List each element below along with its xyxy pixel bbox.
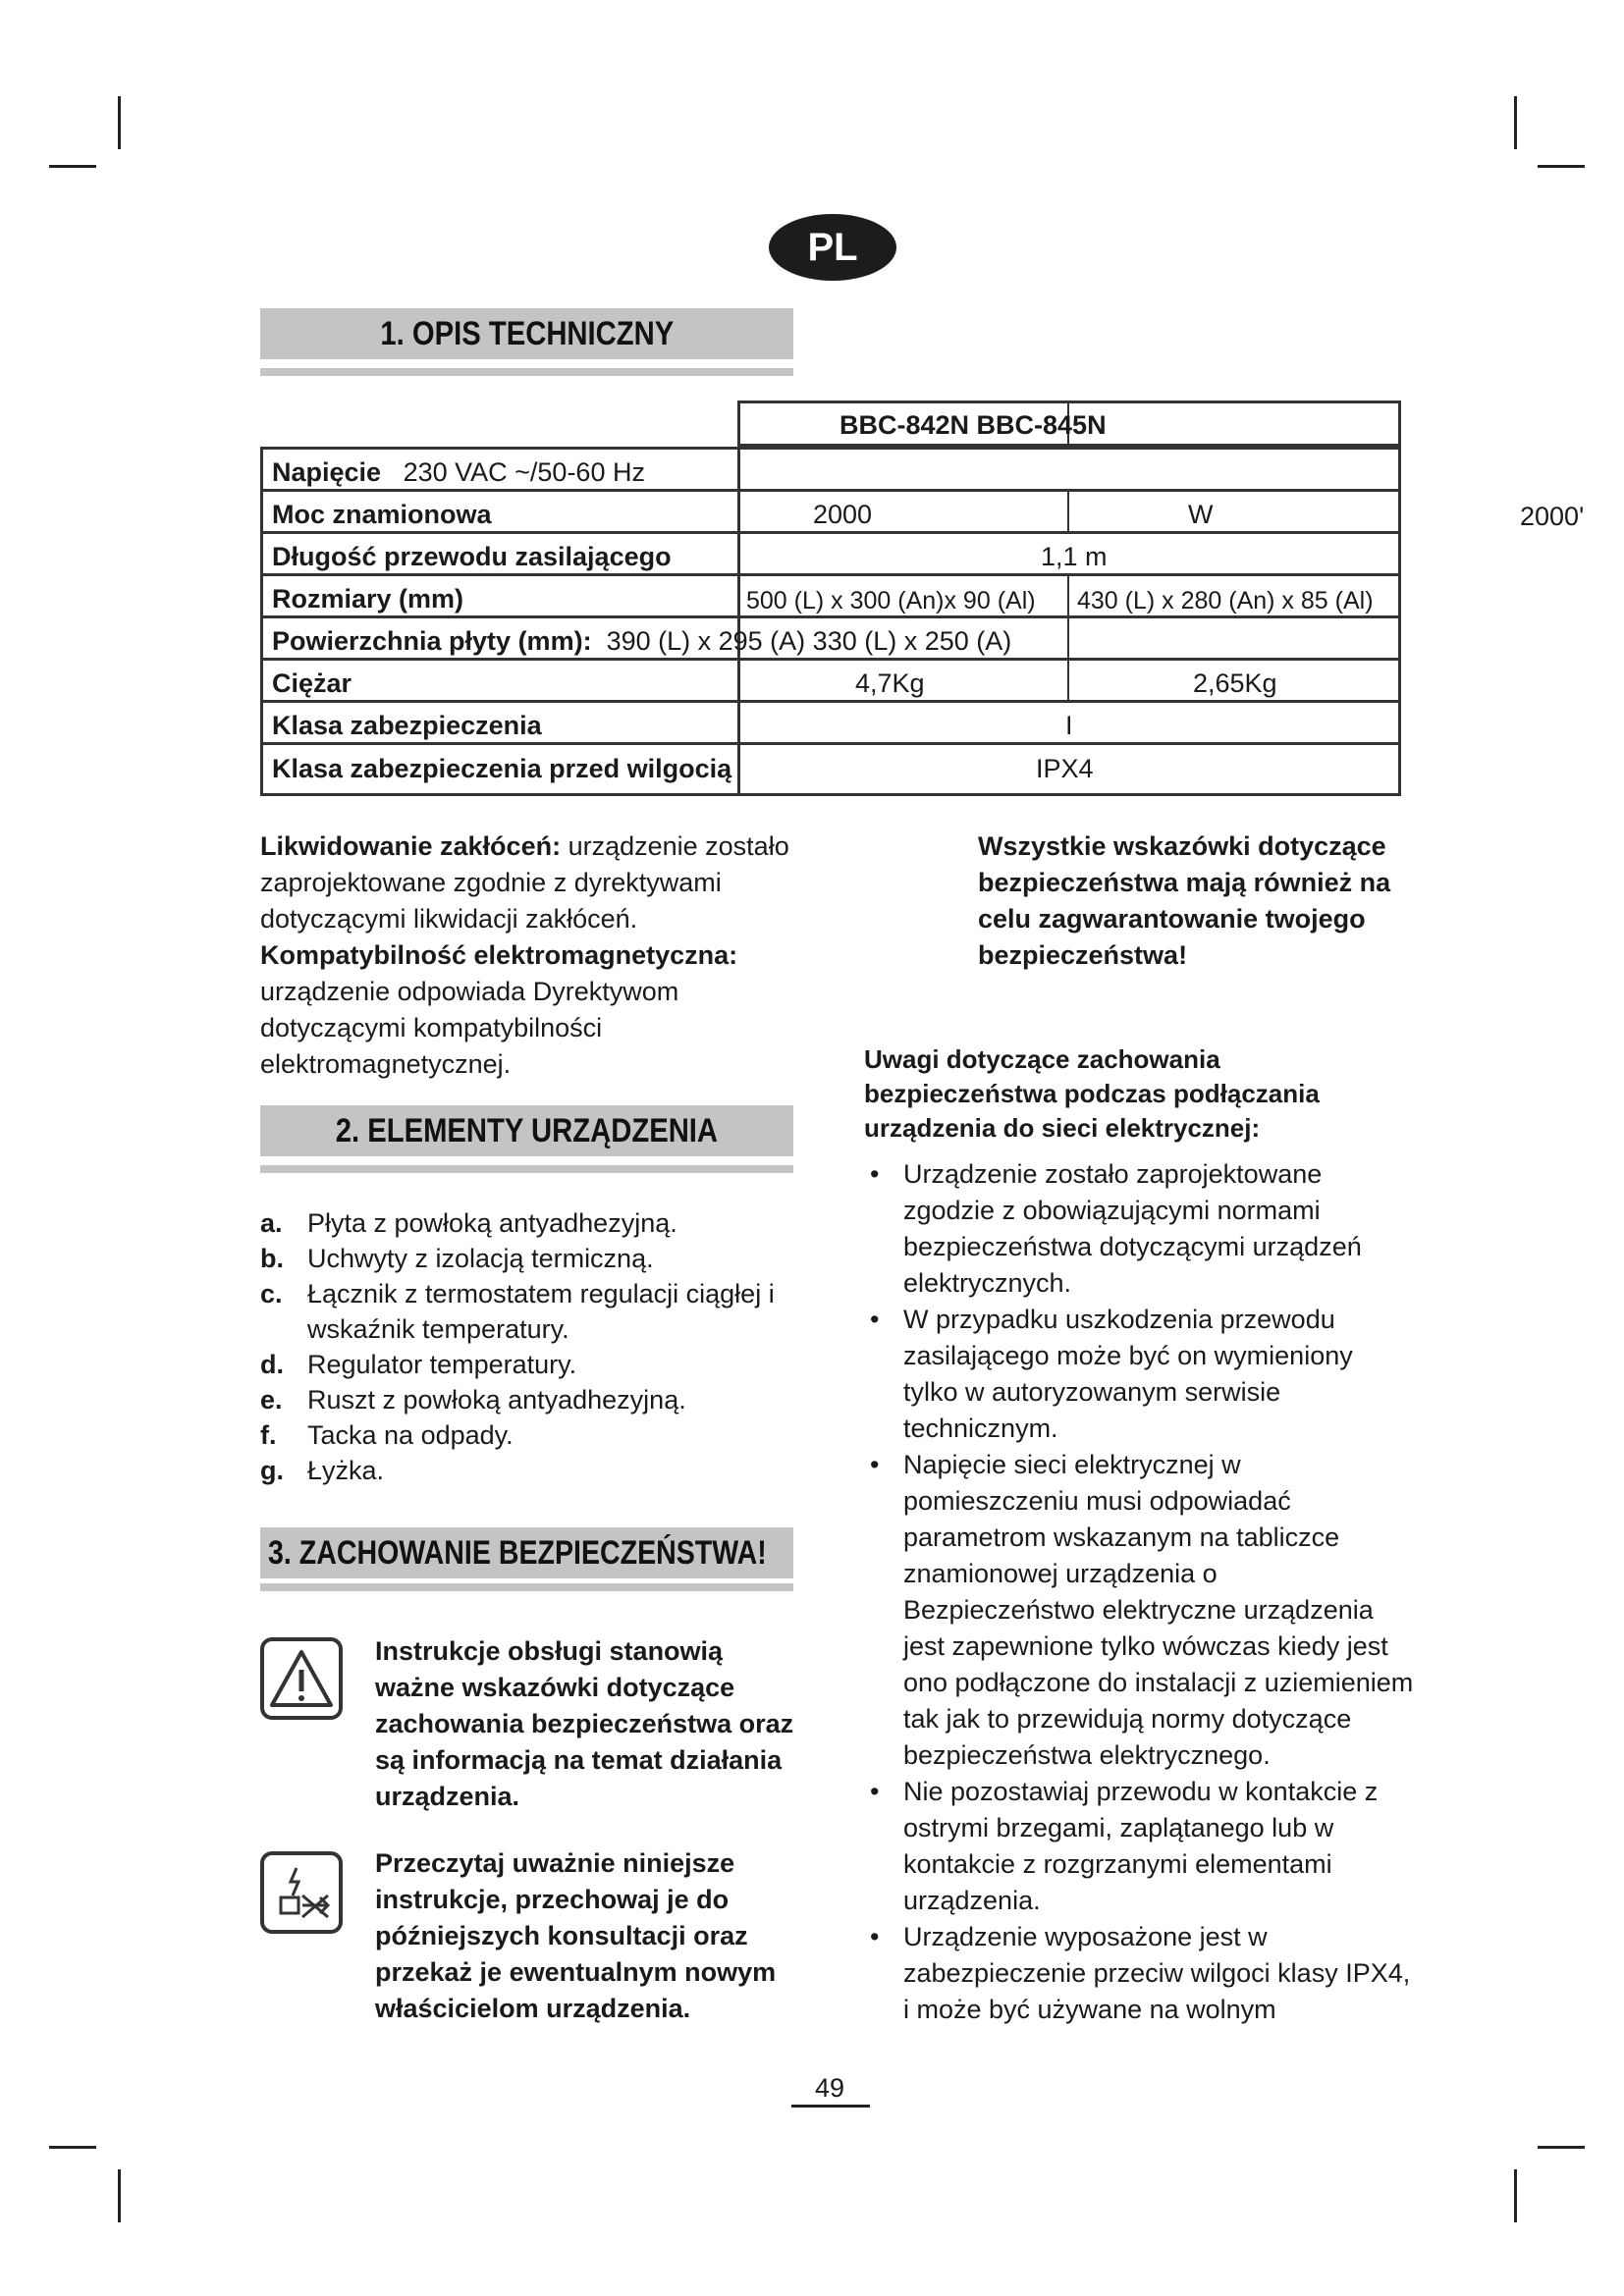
list-item: • Napięcie sieci elektrycznej w pomieszczeniu musi odpowiadać parametrom wskazanym na tabliczce znamionowej urządzenia o Bezpieczeństwo elektryczne urządzenia jest zapewnione tylko wówczas kiedy jest ono podłączone do instalacji z uziemieniem tak jak to przewidują normy dotyczące bezpieczeństwa elektrycznego. — [870, 1450, 1414, 1770]
row-value: 1,1 m — [1041, 542, 1108, 571]
table-header-models: BBC-842N BBC-845N — [839, 410, 1107, 440]
section-rule — [260, 368, 793, 376]
list-item: • W przypadku uszkodzenia przewodu zasilającego może być on wymieniony tylko w autoryzowanym serwisie technicznym. — [870, 1305, 1353, 1443]
row-value: 2,65Kg — [1193, 668, 1277, 698]
row-label: Napięcie 230 VAC ~/50-60 Hz — [272, 457, 645, 487]
section-heading-elements — [260, 1105, 793, 1156]
row-value: 430 (L) x 280 (An) x 85 (Al) — [1077, 587, 1374, 614]
crop-mark — [49, 2146, 96, 2149]
page-number-underline — [791, 2105, 870, 2108]
row-value: 4,7Kg — [855, 668, 925, 698]
section-heading-technical — [260, 308, 793, 359]
row-label: Klasa zabezpieczenia przed wilgocią — [272, 754, 732, 783]
section-rule — [260, 1583, 793, 1591]
warning-text-2: Przeczytaj uważnie niniejsze instrukcje, przechowaj je do późniejszych konsultacji oraz przekaż je ewentualnym nowym właścicielom urządzenia. — [375, 1848, 777, 2023]
crop-mark — [118, 2169, 121, 2222]
connection-heading: Uwagi dotyczące zachowania bezpieczeństwa podczas podłączania urządzenia do sieci elektrycznej: — [864, 1044, 1320, 1143]
row-value: I — [1065, 711, 1073, 740]
row-value: IPX4 — [1036, 754, 1094, 783]
section-rule — [260, 1165, 793, 1173]
list-item: • Urządzenie zostało zaprojektowane zgodzie z obowiązującymi normami bezpieczeństwa dotyczącymi urządzeń elektrycznych. — [870, 1159, 1362, 1298]
stray-value: 2000' — [1520, 502, 1585, 531]
emc-paragraph: Kompatybilność elektromagnetyczna: urządzenie odpowiada Dyrektywom dotyczącymi kompatybilności elektromagnetycznej. — [260, 940, 738, 1079]
row-label: Ciężar — [272, 668, 352, 698]
warning-text-1: Instrukcje obsługi stanowią ważne wskazówki dotyczące zachowania bezpieczeństwa oraz są informacją na temat działania urządzenia. — [375, 1636, 794, 1811]
safety-note: Wszystkie wskazówki dotyczące bezpieczeństwa mają również na celu zagwarantowanie twojego bezpieczeństwa! — [978, 831, 1391, 970]
row-label: Moc znamionowa — [272, 500, 492, 529]
section-heading-safety — [260, 1527, 793, 1578]
list-item: g. Łyżka. — [260, 1456, 385, 1485]
list-item: • Nie pozostawiaj przewodu w kontakcie z ostrymi brzegami, zaplątanego lub w kontakcie z rozgrzanymi elementami urządzenia. — [870, 1777, 1379, 1915]
warning-triangle-icon — [260, 1637, 343, 1720]
row-value: 2000 — [813, 500, 873, 529]
elements-list — [260, 1205, 857, 1488]
list-item: d. Regulator temperatury. — [260, 1350, 577, 1379]
crop-mark — [1538, 165, 1585, 168]
crop-mark — [1514, 2169, 1517, 2222]
list-item: c. Łącznik z termostatem regulacji ciągłej i wskaźnik temperatury. — [260, 1279, 775, 1344]
row-label: Powierzchnia płyty (mm): 390 (L) x 295 (A) 330 (L) x 250 (A) — [272, 626, 1012, 656]
list-item: f. Tacka na odpady. — [260, 1420, 514, 1450]
section-heading-text: 1. OPIS TECHNICZNY — [380, 314, 674, 352]
row-value: 500 (L) x 300 (An)x 90 (Al) — [746, 587, 1036, 614]
row-label: Rozmiary (mm) — [272, 584, 464, 614]
crop-mark — [118, 96, 121, 149]
row-value: W — [1188, 500, 1214, 529]
list-item: a. Płyta z powłoką antyadhezyjną. — [260, 1208, 677, 1238]
crop-mark — [1538, 2146, 1585, 2149]
crop-mark — [49, 165, 96, 168]
page-number: 49 — [814, 2073, 845, 2103]
section-heading-text: 3. ZACHOWANIE BEZPIECZEŃSTWA! — [268, 1533, 767, 1572]
list-item: b. Uchwyty z izolacją termiczną. — [260, 1244, 654, 1273]
language-badge: PL — [769, 214, 896, 281]
list-item: e. Ruszt z powłoką antyadhezyjną. — [260, 1385, 686, 1415]
spec-table — [260, 400, 1401, 796]
list-item: • Urządzenie wyposażone jest w zabezpieczenie przeciw wilgoci klasy IPX4, i może być używane na wolnym — [870, 1922, 1411, 2024]
section-heading-text: 2. ELEMENTY URZĄDZENIA — [335, 1111, 719, 1149]
no-disposal-icon — [260, 1851, 343, 1934]
row-label: Klasa zabezpieczenia — [272, 711, 542, 740]
interference-paragraph: Likwidowanie zakłóceń: urządzenie zostało zaprojektowane zgodnie z dyrektywami dotyczącymi likwidacji zakłóceń. — [260, 831, 789, 934]
safety-bullets — [864, 1156, 1414, 2028]
crop-mark — [1514, 96, 1517, 149]
row-label: Długość przewodu zasilającego — [272, 542, 672, 571]
